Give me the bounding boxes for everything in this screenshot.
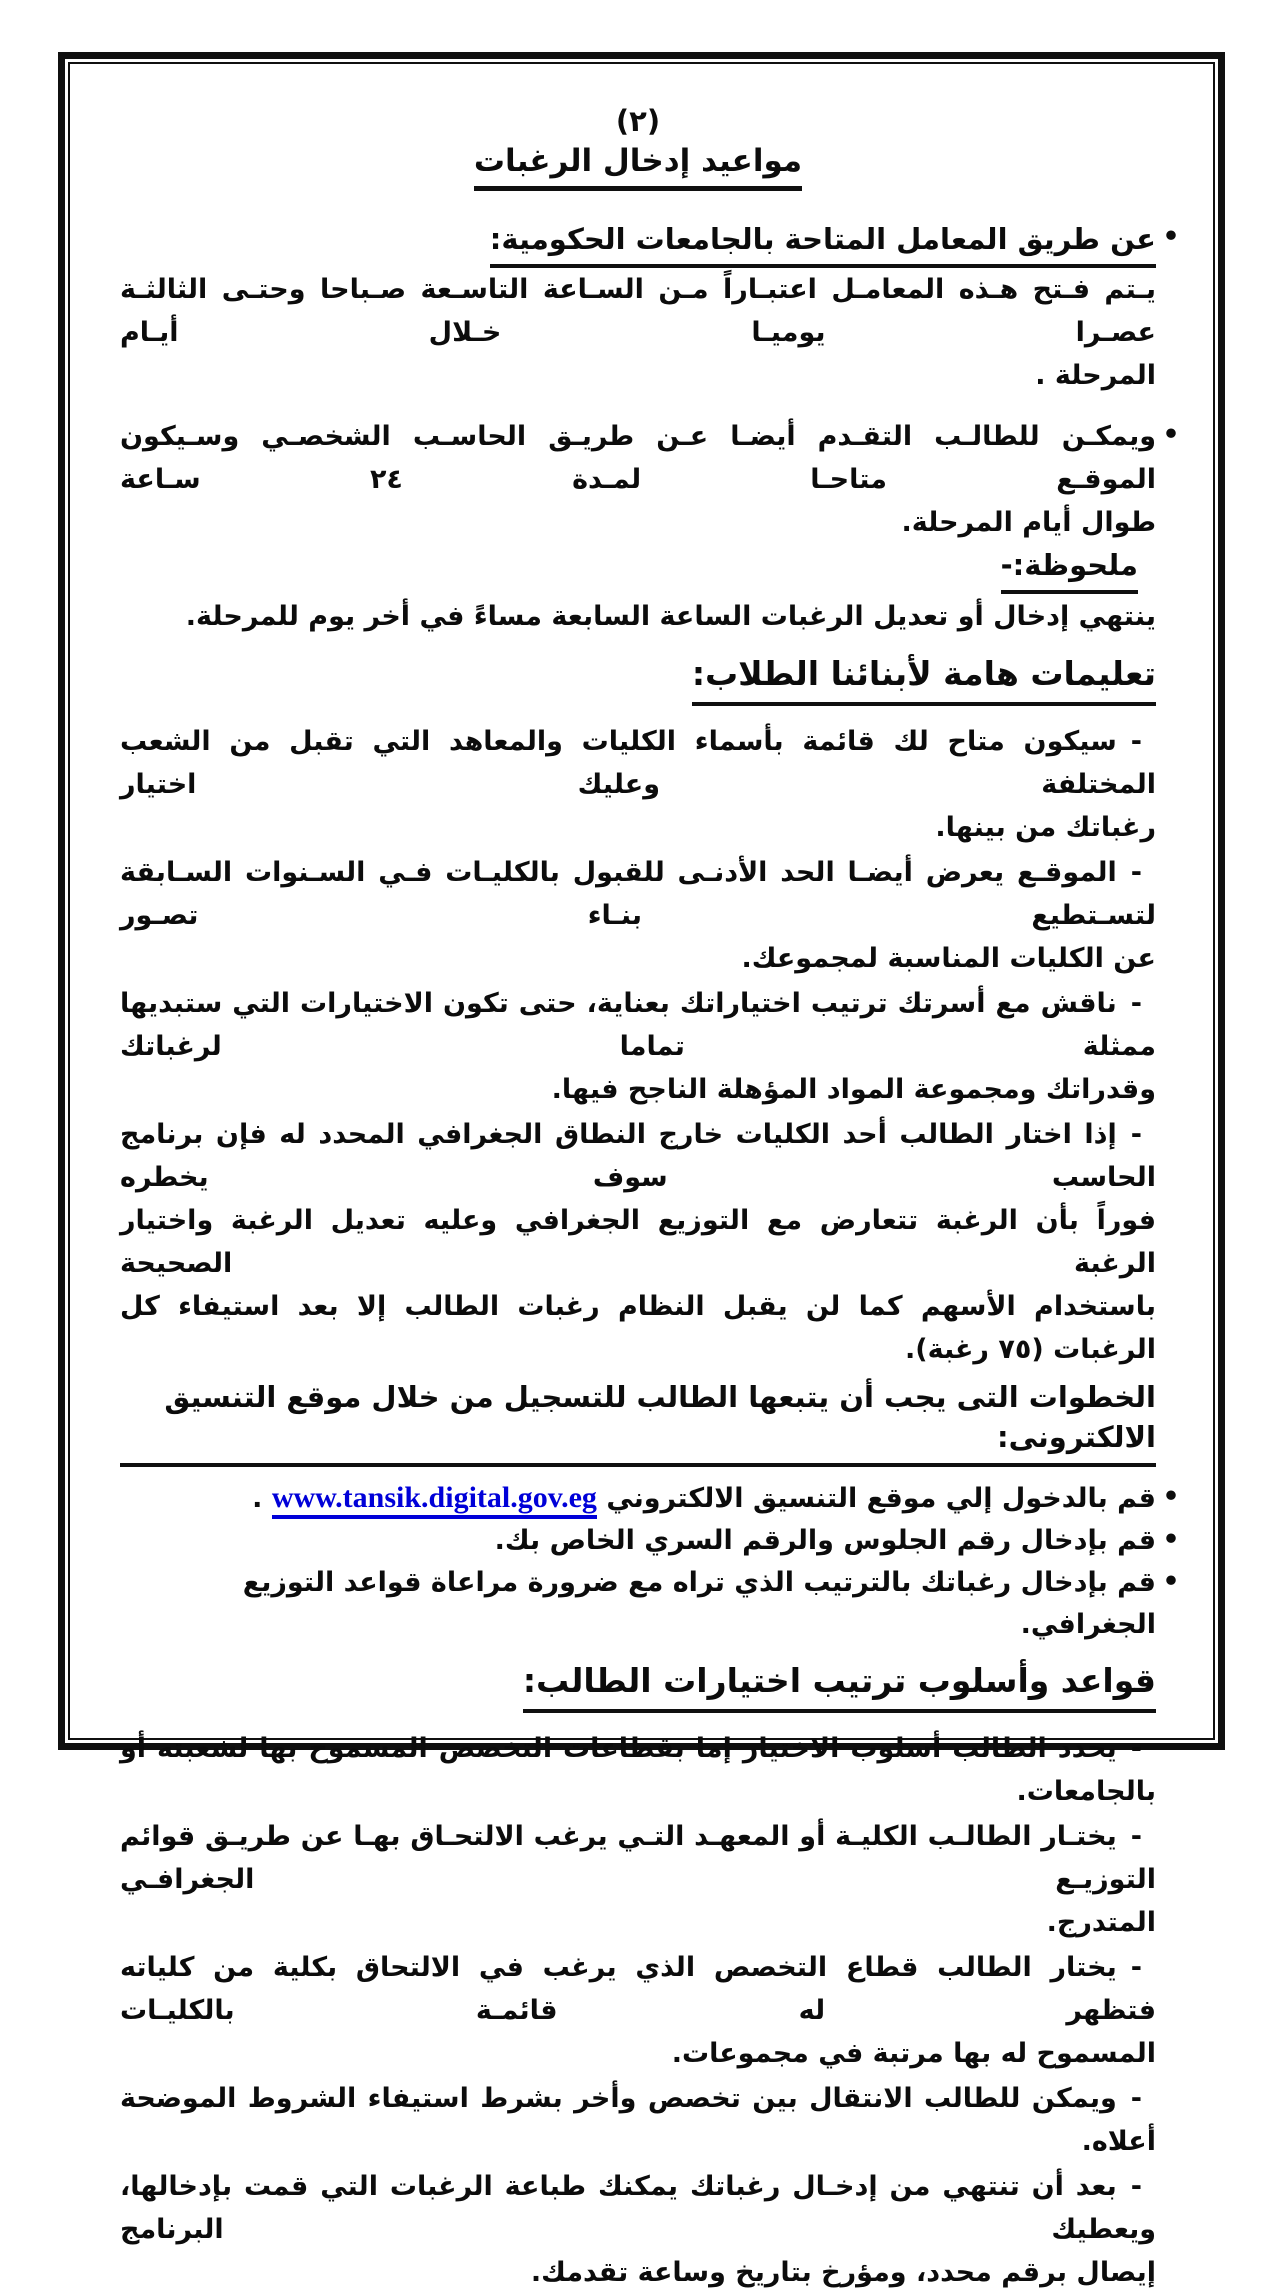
rule-item [120, 2165, 1156, 2294]
bullet-icon: • [1162, 419, 1180, 450]
instruction-item [120, 851, 1156, 980]
instruction-line: فوراً بأن الرغبة تتعارض مع التوزيع الجغرافي وعليه تعديل الرغبة واختيار الرغبة الصحيحة [120, 1205, 1156, 1279]
rule-line: -يختار الطالب قطاع التخصص الذي يرغب في الالتحاق بكلية من كلياته فتظهر له قائمـة بالكليـات [120, 1946, 1156, 2032]
rule-item [120, 2077, 1156, 2163]
bullet-icon: • [1162, 221, 1180, 252]
dash-icon: - [1130, 1733, 1142, 1764]
dash-icon: - [1130, 857, 1142, 888]
rule-line: -يختـار الطالـب الكليـة أو المعهـد التـي يرغب الالتحـاق بهـا عن طريـق قوائم التوزيـع الجغرافـي [120, 1815, 1156, 1901]
pc-paragraph-line: طوال أيام المرحلة. [901, 507, 1156, 538]
bullet-icon: • [1162, 1524, 1180, 1555]
rule-line: -يحدد الطالب أسلوب الاختيار إما بقطاعات التخصص المسموح بها لشعبته أو بالجامعات. [120, 1727, 1156, 1813]
page-border-frame [58, 52, 1225, 2288]
bullet-icon: • [1162, 1481, 1180, 1512]
instruction-line: -إذا اختار الطالب أحد الكليات خارج النطاق الجغرافي المحدد له فإن برنامج الحاسب سوف يخطره [120, 1113, 1156, 1199]
page-number: (٢) [615, 104, 661, 138]
instruction-line: باستخدام الأسهم كما لن يقبل النظام رغبات الطالب إلا بعد استيفاء كل الرغبات (٧٥ رغبة). [120, 1291, 1156, 1365]
step-item [120, 1477, 1180, 1520]
rule-item [120, 1727, 1156, 1813]
dash-icon: - [1130, 1119, 1142, 1150]
spacer [120, 397, 1156, 415]
rule-line: المسموح له بها مرتبة في مجموعات. [671, 2038, 1156, 2069]
pc-bullet-item [120, 415, 1180, 544]
document-title: مواعيد إدخال الرغبات [120, 141, 1156, 191]
instruction-line: -ناقش مع أسرتك ترتيب اختياراتك بعناية، حتى تكون الاختيارات التي ستبديها ممثلة تماما لرغباتك [120, 982, 1156, 1068]
bullet-icon: • [1162, 1566, 1180, 1597]
step-line-with-link: قم بالدخول إلي موقع التنسيق الالكتروني www.tansik.digital.gov.eg . [120, 1477, 1156, 1520]
instruction-line: رغباتك من بينها. [935, 812, 1156, 843]
instruction-item [120, 982, 1156, 1111]
labs-heading: عن طريق المعامل المتاحة بالجامعات الحكومية: [120, 217, 1156, 268]
step-line: قم بإدخال رقم الجلوس والرقم السري الخاص بك. [494, 1525, 1156, 1556]
dash-icon: - [1130, 2171, 1142, 2202]
instruction-line: -سيكون متاح لك قائمة بأسماء الكليات والمعاهد التي تقبل من الشعب المختلفة وعليك اختيار [120, 720, 1156, 806]
instruction-line: عن الكليات المناسبة لمجموعك. [741, 943, 1156, 974]
step-item [120, 1520, 1180, 1562]
dash-icon: - [1130, 2083, 1142, 2114]
instruction-item [120, 720, 1156, 849]
rule-item [120, 1815, 1156, 1944]
rules-heading: قواعد وأسلوب ترتيب اختيارات الطالب: [120, 1658, 1156, 1713]
instruction-item [120, 1113, 1156, 1371]
pc-paragraph-line: ويمكـن للطالـب التقـدم أيضـا عـن طريـق الحاسـب الشخصـي وسـيكون الموقـع متاحـا لمـدة ٢٤ سـاعة [120, 421, 1156, 495]
rule-line: -بعد أن تنتهي من إدخـال رغباتك يمكنك طباعة الرغبات التي قمت بإدخالها، ويعطيك البرنامج [120, 2165, 1156, 2251]
page-content [75, 69, 1208, 2288]
dash-icon: - [1130, 1821, 1142, 1852]
step-item [120, 1562, 1180, 1646]
labs-bullet-item [120, 217, 1180, 397]
rule-line: -ويمكن للطالب الانتقال بين تخصص وأخر بشرط استيفاء الشروط الموضحة أعلاه. [120, 2077, 1156, 2163]
note-label: ملحوظة:- [120, 544, 1138, 594]
tansik-link[interactable]: www.tansik.digital.gov.eg [272, 1481, 597, 1519]
rule-item [120, 1946, 1156, 2075]
dash-icon: - [1130, 988, 1142, 1019]
labs-paragraph-line: يـتم فـتح هـذه المعامـل اعتبـاراً مـن السـاعة التاسـعة صـباحا وحتـى الثالثـة عصـرا يوميـا خـلال أيـام [120, 274, 1156, 348]
rule-line: إيصال برقم محدد، ومؤرخ بتاريخ وساعة تقدمك. [530, 2257, 1156, 2288]
instruction-line: -الموقـع يعرض أيضـا الحد الأدنـى للقبول بالكليـات فـي السـنوات السـابقة لتسـتطيع بنـاء تصـور [120, 851, 1156, 937]
note-text: ينتهي إدخال أو تعديل الرغبات الساعة السابعة مساءً في أخر يوم للمرحلة. [185, 601, 1156, 632]
step-line: قم بإدخال رغباتك بالترتيب الذي تراه مع ضرورة مراعاة قواعد التوزيع الجغرافي. [242, 1567, 1156, 1640]
rule-line: المتدرج. [1046, 1907, 1156, 1938]
steps-heading: الخطوات التى يجب أن يتبعها الطالب للتسجيل من خلال موقع التنسيق الالكترونى: [120, 1377, 1156, 1467]
page-border-inner-line [68, 62, 1215, 2288]
instructions-heading: تعليمات هامة لأبنائنا الطلاب: [120, 651, 1156, 706]
instruction-line: وقدراتك ومجموعة المواد المؤهلة الناجح فيها. [551, 1074, 1156, 1105]
dash-icon: - [1130, 1952, 1142, 1983]
labs-paragraph-line: المرحلة . [1035, 360, 1156, 391]
dash-icon: - [1130, 726, 1142, 757]
